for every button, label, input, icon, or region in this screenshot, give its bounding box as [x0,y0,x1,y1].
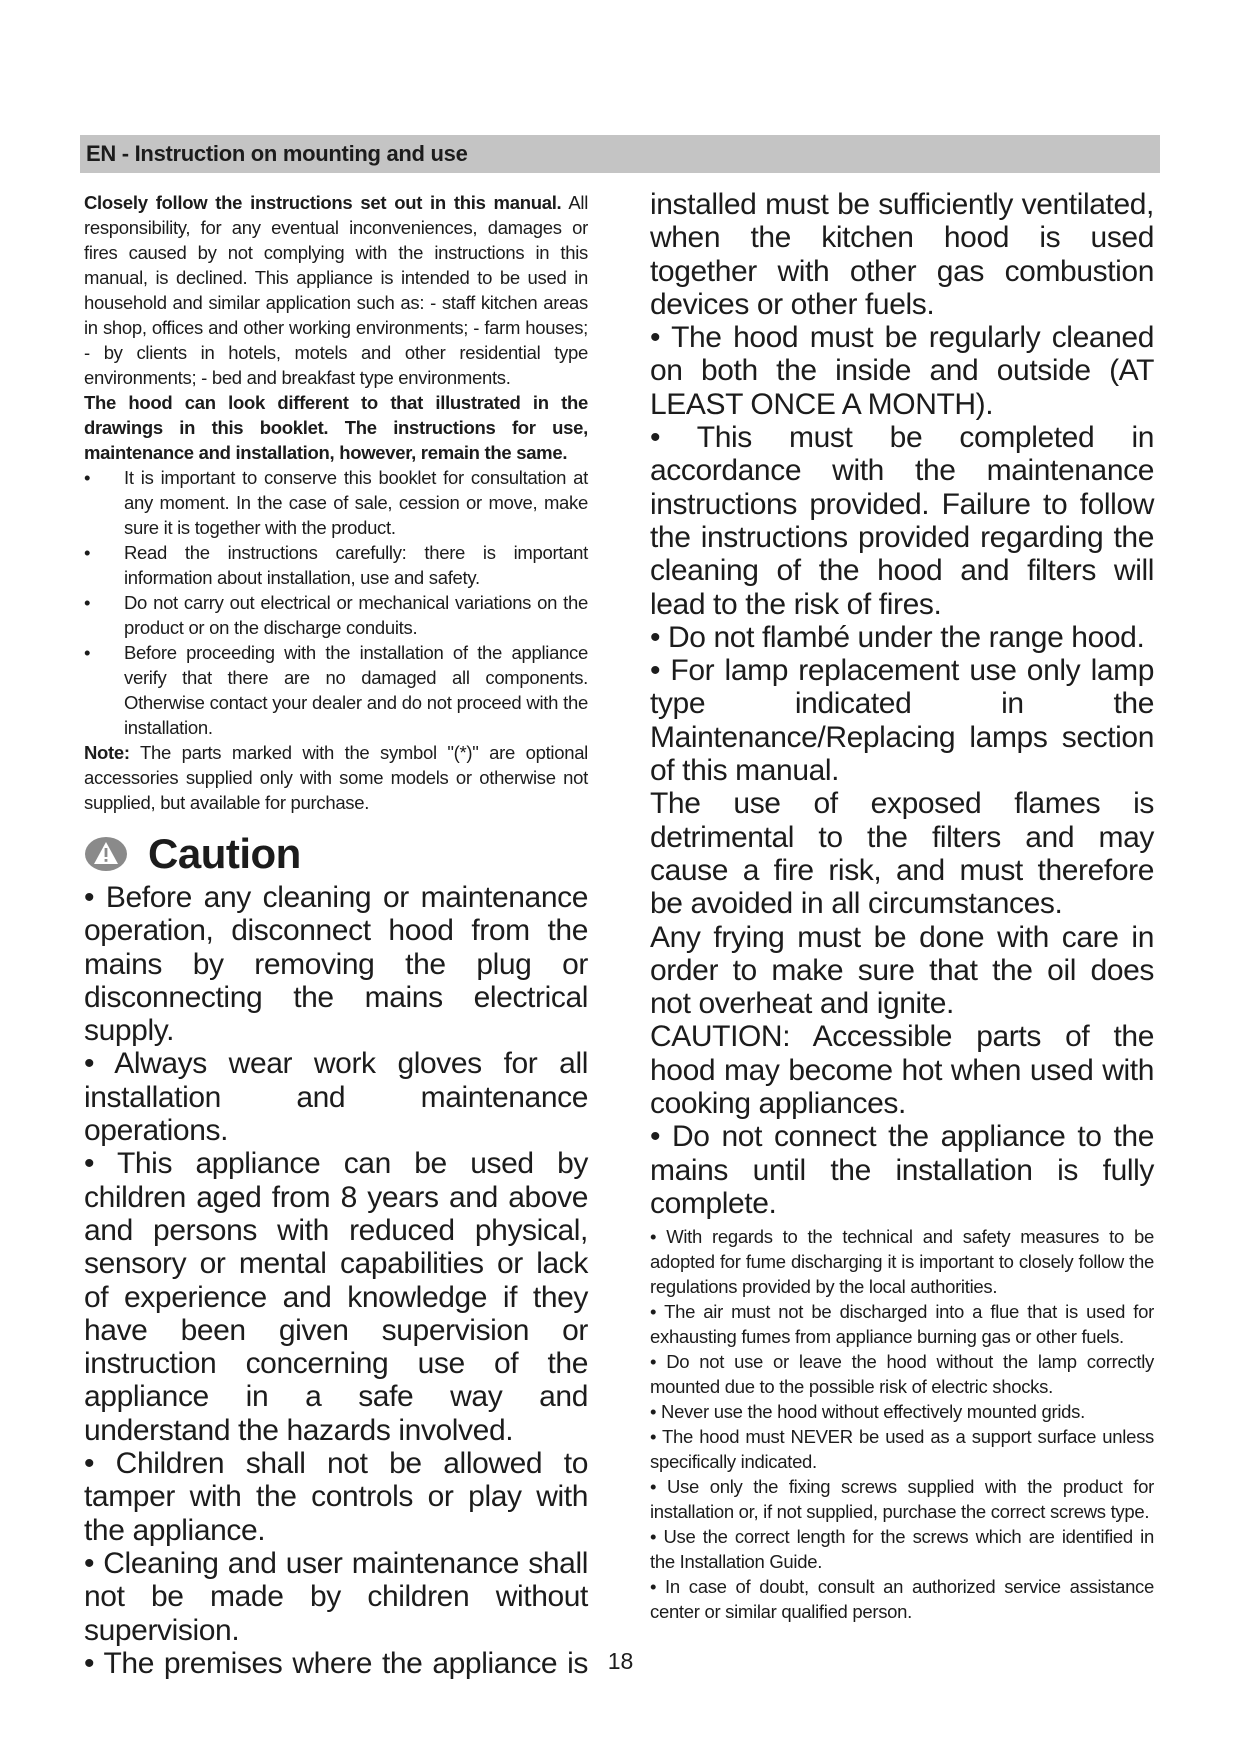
caution-paragraph: • The premises where the appliance is [84,1646,588,1680]
caution-paragraph: • This appliance can be used by children aged from 8 years and above and persons with reduced physical, sensory or mental capabilities or lack of experience and knowledge if they have been given supervision or instruction concerning use of the appliance in a safe way and understand the hazards involved. [84,1147,588,1447]
regulation-paragraph: • With regards to the technical and safety measures to be adopted for fume discharging it is important to closely follow the regulations provided by the local authorities. [650,1226,1154,1298]
safety-paragraph: • For lamp replacement use only lamp type indicated in the Maintenance/Replacing lamps section of this manual. [650,654,1154,788]
regulation-paragraph: • Use the correct length for the screws which are identified in the Installation Guide. [650,1526,1154,1573]
safety-paragraph: • This must be completed in accordance with the maintenance instructions provided. Failure to follow the instructions provided regarding the cleaning of the hood and filters will lead to the risk of fires. [650,421,1154,621]
regulation-paragraph: • Use only the fixing screws supplied with the product for installation or, if not supplied, purchase the correct screws type. [650,1476,1154,1523]
caution-title: Caution [148,830,301,877]
safety-paragraph: CAUTION: Accessible parts of the hood may become hot when used with cooking appliances. [650,1020,1154,1121]
list-item: • Do not carry out electrical or mechanical variations on the product or on the discharge conduits. [84,592,588,638]
hood-appearance-note [84,390,588,465]
safety-paragraph: installed must be sufficiently ventilated, when the kitchen hood is used together with other gas combustion devices or other fuels. [650,188,1154,321]
caution-paragraph: • Before any cleaning or maintenance operation, disconnect hood from the mains by removing the plug or disconnecting the mains electrical supply. [84,881,588,1048]
regulation-paragraph: • In case of doubt, consult an authorized service assistance center or similar qualified person. [650,1576,1154,1623]
optional-parts-note [84,740,588,815]
list-item: • Read the instructions carefully: there is important information about installation, use and safety. [84,542,588,588]
safety-paragraph: • Do not flambé under the range hood. [650,620,1145,654]
warning-triangle-icon [84,836,128,872]
hood-bold-text: The hood can look different to that illustrated in the drawings in this booklet. The instructions for use, maintenance and installation, however, remain the same. [84,392,588,463]
regulation-paragraph: • Do not use or leave the hood without the lamp correctly mounted due to the possible risk of electric shocks. [650,1351,1154,1398]
note-label: Note: [84,742,130,763]
bullet-icon: • [84,542,91,563]
page-number: 18 [607,1648,634,1674]
list-item: • Before proceeding with the installation of the appliance verify that there are no damaged all components. Otherwise contact your dealer and do not proceed with the installation. [84,642,588,738]
left-column [84,190,588,1680]
safety-paragraph: • Do not connect the appliance to the mains until the installation is fully complete. [650,1120,1154,1220]
bullet-icon: • [84,592,91,613]
intro-paragraph [84,190,588,390]
general-bullets [84,465,588,740]
right-column [650,188,1154,1624]
bullet-icon: • [84,642,91,663]
intro-text: All responsibility, for any eventual inconveniences, damages or fires caused by not complying with the instructions in this manual, is declined. This appliance is intended to be used in household and similar application such as: - staff kitchen areas in shop, offices and other working environments; - farm houses; - by clients in hotels, motels and other residential type environments; - bed and breakfast type environments. [84,192,588,388]
safety-paragraph: The use of exposed flames is detrimental to the filters and may cause a fire risk, and must therefore be avoided in all circumstances. [650,787,1154,921]
section-header [80,135,1160,173]
bullet-icon: • [84,467,91,488]
caution-paragraph: • Children shall not be allowed to tamper with the controls or play with the appliance. [84,1447,588,1547]
intro-bold-text: Closely follow the instructions set out in this manual. [84,192,562,213]
caution-paragraph: • Always wear work gloves for all installation and maintenance operations. [84,1047,588,1148]
caution-paragraph: • Cleaning and user maintenance shall not be made by children without supervision. [84,1546,588,1647]
list-item: • It is important to conserve this booklet for consultation at any moment. In the case of sale, cession or move, make sure it is together with the product. [84,467,588,538]
regulation-paragraph: • The air must not be discharged into a flue that is used for exhausting fumes from appliance burning gas or other fuels. [650,1301,1154,1348]
safety-paragraph: • The hood must be regularly cleaned on both the inside and outside (AT LEAST ONCE A MONTH). [650,321,1154,421]
note-text: The parts marked with the symbol "(*)" are optional accessories supplied only with some models or otherwise not supplied, but available for purchase. [84,742,588,813]
regulation-paragraph: • The hood must NEVER be used as a support surface unless specifically indicated. [650,1426,1154,1473]
safety-paragraph: Any frying must be done with care in order to make sure that the oil does not overheat and ignite. [650,920,1154,1021]
regulation-paragraph: • Never use the hood without effectively mounted grids. [650,1401,1085,1423]
section-title: EN - Instruction on mounting and use [86,141,468,166]
caution-heading [84,829,588,879]
